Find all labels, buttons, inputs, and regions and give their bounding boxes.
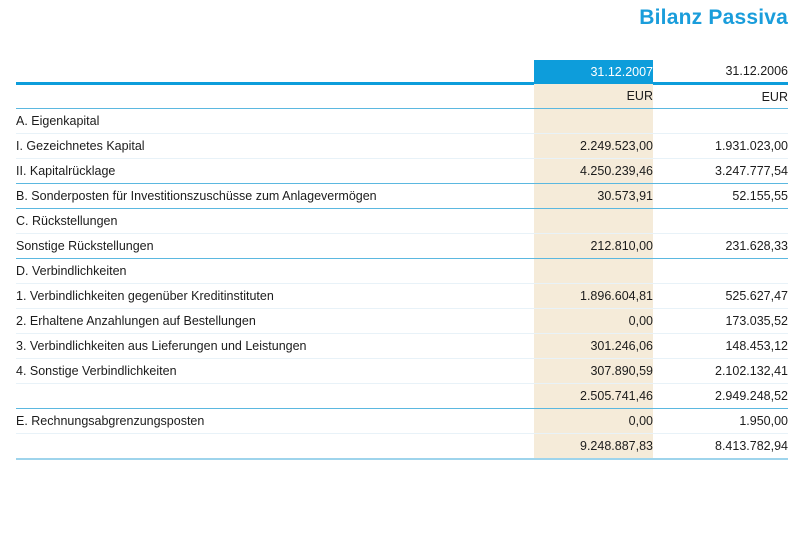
table-row [16, 159, 788, 184]
table-row [16, 434, 788, 460]
row-gap [653, 259, 660, 284]
row-gap [653, 284, 660, 309]
balance-table-container [16, 60, 788, 460]
row-label [16, 384, 534, 409]
table-row [16, 209, 788, 234]
table-header [16, 60, 788, 109]
row-value-current: 301.246,06 [534, 334, 653, 359]
row-value-previous: 1.950,00 [660, 409, 788, 434]
row-value-previous [660, 109, 788, 134]
row-label: 3. Verbindlichkeiten aus Lieferungen und Leistungen [16, 334, 534, 359]
table-row [16, 184, 788, 209]
row-label: A. Eigenkapital [16, 109, 534, 134]
row-gap [653, 209, 660, 234]
row-value-current: 2.505.741,46 [534, 384, 653, 409]
row-gap [653, 434, 660, 460]
table-row [16, 284, 788, 309]
table-row [16, 334, 788, 359]
row-gap [653, 334, 660, 359]
row-label: C. Rückstellungen [16, 209, 534, 234]
row-value-current: 307.890,59 [534, 359, 653, 384]
row-gap [653, 309, 660, 334]
row-gap [653, 384, 660, 409]
table-row [16, 109, 788, 134]
row-label: 2. Erhaltene Anzahlungen auf Bestellungen [16, 309, 534, 334]
row-value-current [534, 259, 653, 284]
balance-sheet-table [16, 60, 788, 460]
header-label-blank [16, 60, 534, 84]
table-row [16, 134, 788, 159]
table-row [16, 234, 788, 259]
row-label: 4. Sonstige Verbindlichkeiten [16, 359, 534, 384]
row-value-previous: 525.627,47 [660, 284, 788, 309]
table-row [16, 384, 788, 409]
row-label: E. Rechnungsabgrenzungsposten [16, 409, 534, 434]
table-row [16, 259, 788, 284]
row-value-previous: 148.453,12 [660, 334, 788, 359]
row-value-previous: 2.949.248,52 [660, 384, 788, 409]
header-row-dates [16, 60, 788, 84]
header-unit-blank [16, 84, 534, 109]
row-label: B. Sonderposten für Investitionszuschüsse zum Anlagevermögen [16, 184, 534, 209]
row-value-current: 9.248.887,83 [534, 434, 653, 460]
table-row [16, 309, 788, 334]
row-value-current [534, 109, 653, 134]
row-gap [653, 409, 660, 434]
row-label: 1. Verbindlichkeiten gegenüber Kreditinstituten [16, 284, 534, 309]
table-row [16, 359, 788, 384]
row-gap [653, 184, 660, 209]
header-previous-period: 31.12.2006 [660, 60, 788, 84]
row-label: II. Kapitalrücklage [16, 159, 534, 184]
row-gap [653, 359, 660, 384]
row-value-current: 0,00 [534, 309, 653, 334]
row-value-current: 2.249.523,00 [534, 134, 653, 159]
row-value-current [534, 209, 653, 234]
row-label [16, 434, 534, 460]
row-value-current: 4.250.239,46 [534, 159, 653, 184]
row-value-previous [660, 209, 788, 234]
row-value-previous: 2.102.132,41 [660, 359, 788, 384]
header-unit-gap [653, 84, 660, 109]
row-label: Sonstige Rückstellungen [16, 234, 534, 259]
header-unit-current: EUR [534, 84, 653, 109]
table-body [16, 109, 788, 460]
header-row-units [16, 84, 788, 109]
row-value-previous: 8.413.782,94 [660, 434, 788, 460]
row-label: D. Verbindlichkeiten [16, 259, 534, 284]
row-value-previous: 173.035,52 [660, 309, 788, 334]
row-gap [653, 109, 660, 134]
row-gap [653, 134, 660, 159]
header-unit-previous: EUR [660, 84, 788, 109]
row-value-previous: 231.628,33 [660, 234, 788, 259]
header-gap [653, 60, 660, 84]
row-value-current: 0,00 [534, 409, 653, 434]
row-value-current: 30.573,91 [534, 184, 653, 209]
row-value-previous: 52.155,55 [660, 184, 788, 209]
row-gap [653, 234, 660, 259]
row-value-previous [660, 259, 788, 284]
page-title: Bilanz Passiva [639, 6, 788, 29]
row-value-current: 1.896.604,81 [534, 284, 653, 309]
row-value-previous: 1.931.023,00 [660, 134, 788, 159]
row-label: I. Gezeichnetes Kapital [16, 134, 534, 159]
table-row [16, 409, 788, 434]
row-gap [653, 159, 660, 184]
row-value-previous: 3.247.777,54 [660, 159, 788, 184]
row-value-current: 212.810,00 [534, 234, 653, 259]
header-current-period: 31.12.2007 [534, 60, 653, 84]
